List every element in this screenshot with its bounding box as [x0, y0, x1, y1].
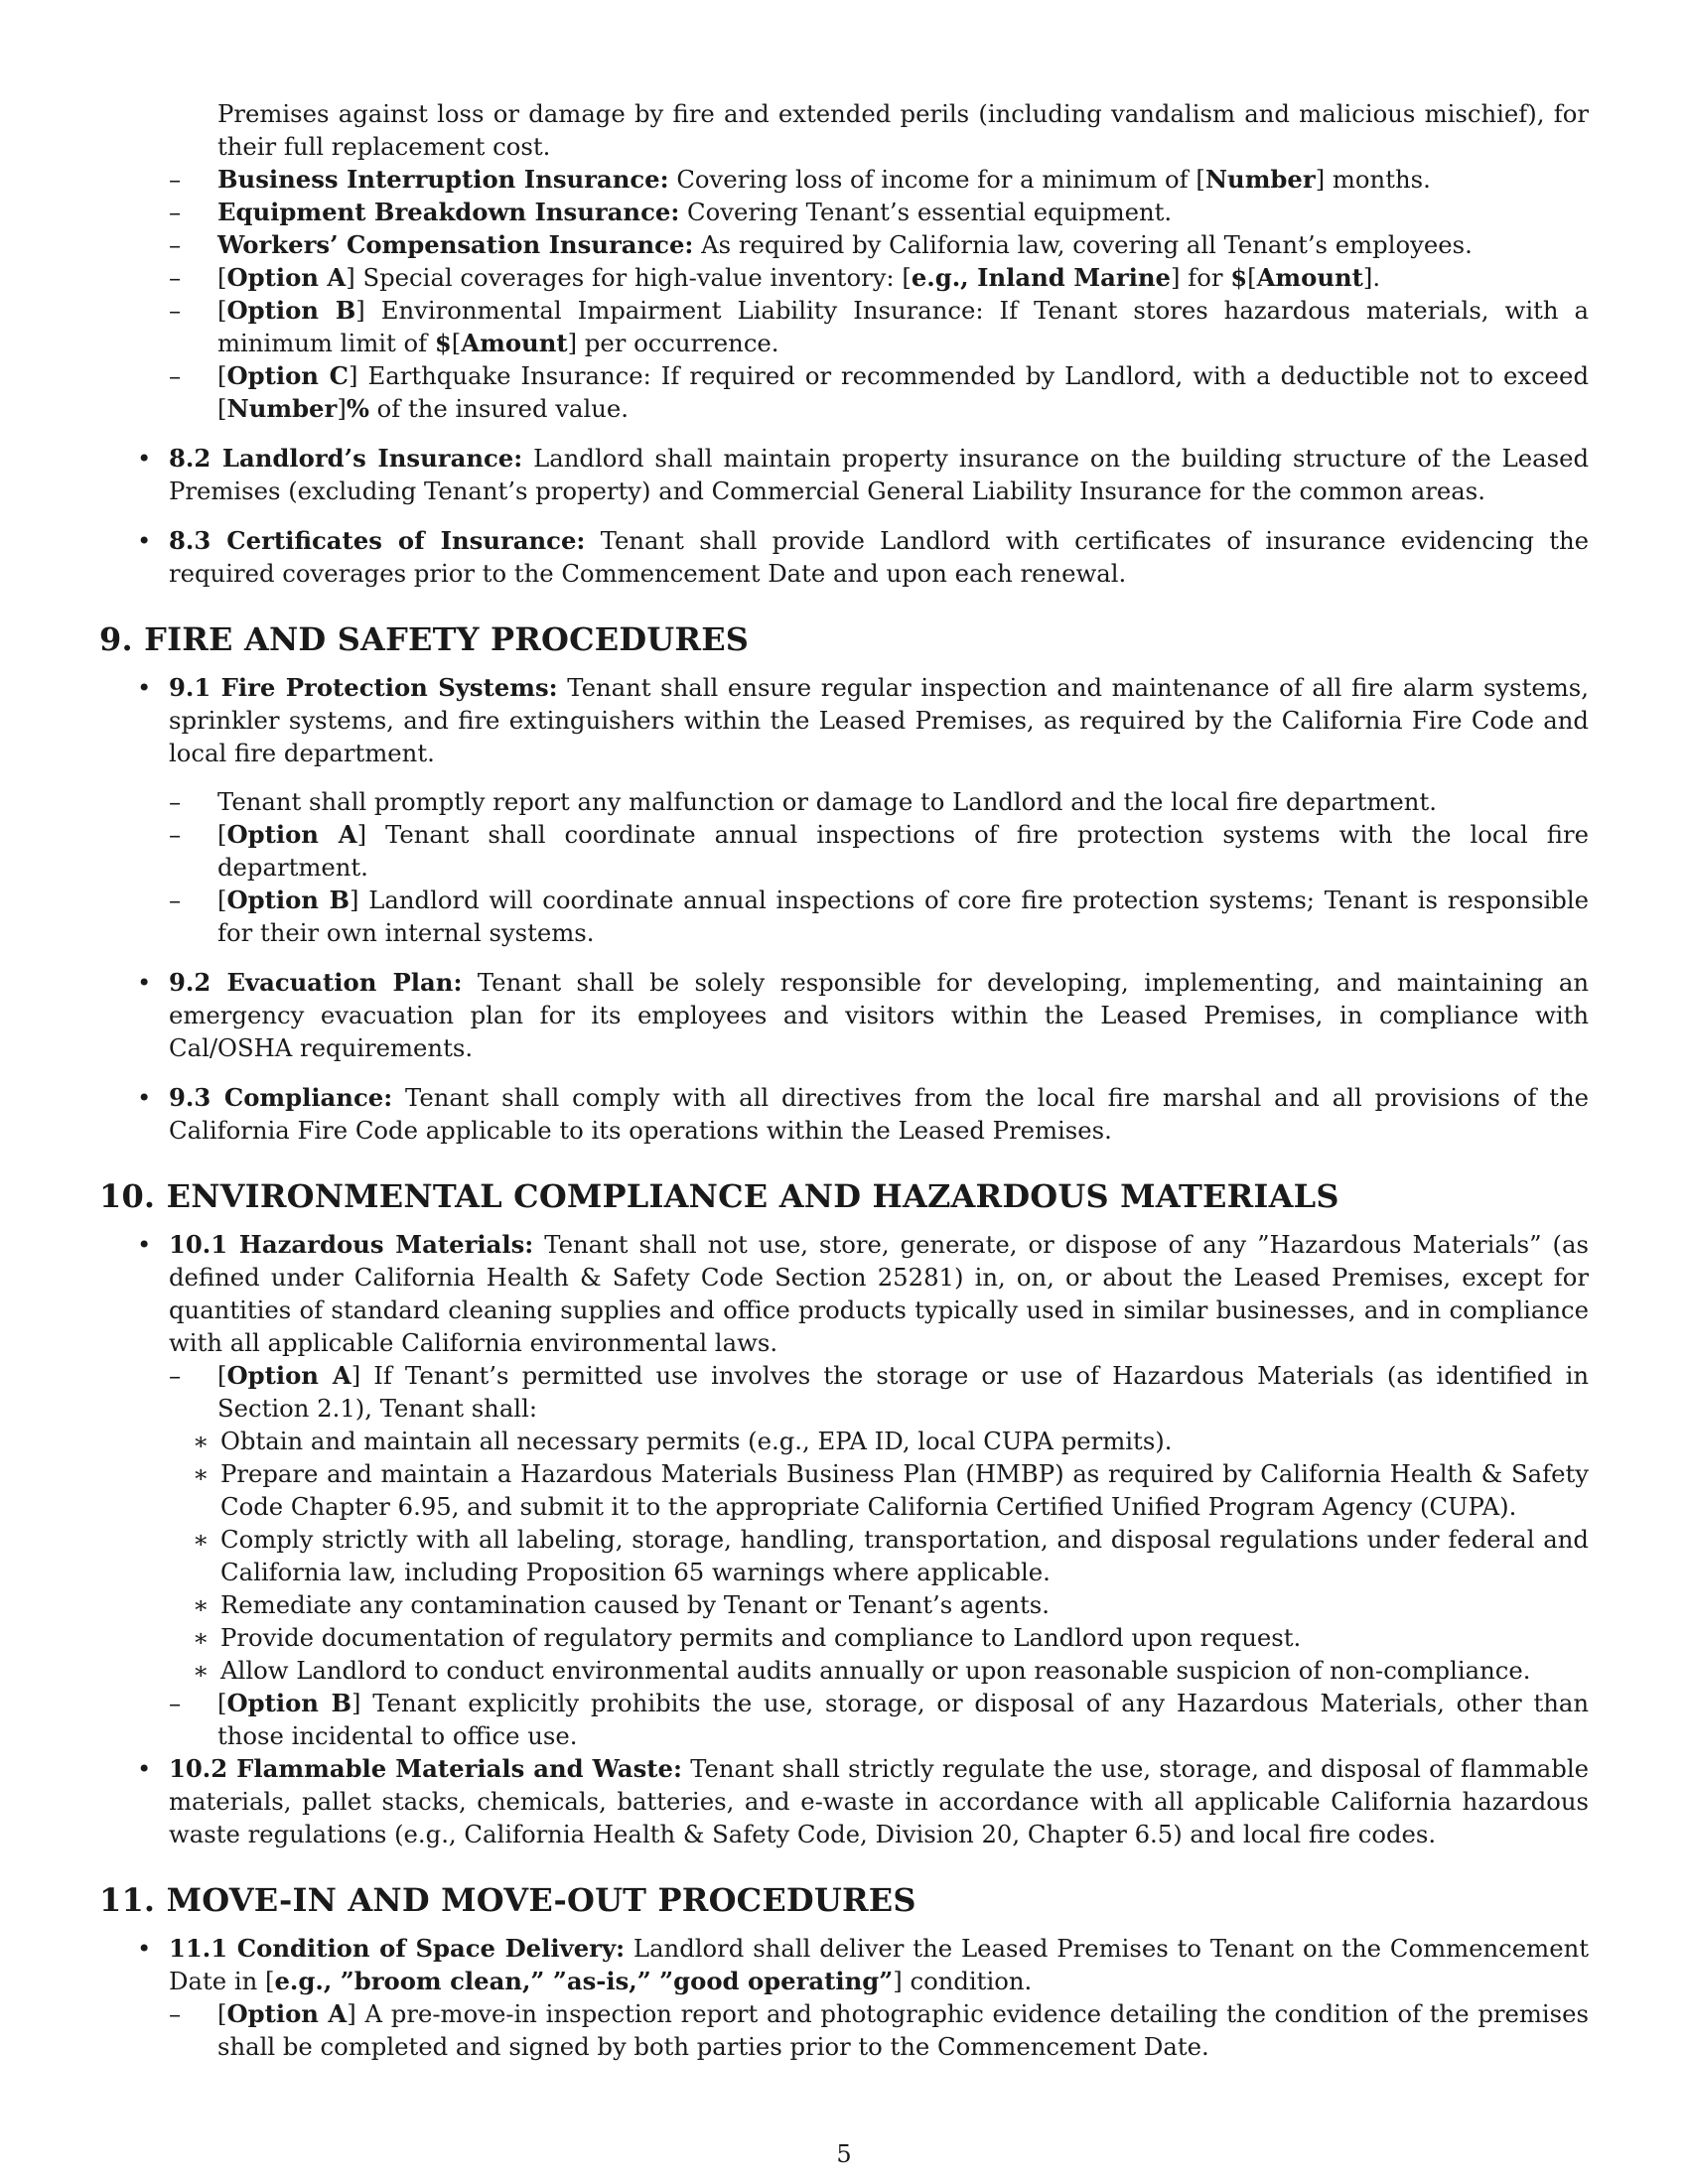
clause-11-1: • 11.1 Condition of Space Delivery: Landlord shall deliver the Leased Premises to Tenant on the Commencement Date in [e.g., ”broom clean,” ”as-is,” ”good operating”] condition. – [Option A] A pre-move-in inspection report and photographic evidence detailing the condition of the premises shall be completed and signed by both parties prior to the Commencement Date. [99, 1932, 1589, 2063]
section-8-list [99, 442, 1589, 590]
section-heading-10: 10. ENVIRONMENTAL COMPLIANCE AND HAZARDOUS MATERIALS [99, 1177, 1339, 1215]
list-item: – [Option C] Earthquake Insurance: If required or recommended by Landlord, with a deductible not to exceed [Number]% of the insured value. [169, 359, 1589, 425]
clause-9-1: • 9.1 Fire Protection Systems: Tenant shall ensure regular inspection and maintenance of all fire alarm systems, sprinkler systems, and fire extinguishers within the Leased Premises, as required by the California Fire Code and local fire department. – Tenant shall promptly report any malfunction or damage to Landlord and the local fire department. – [Option A] Tenant shall coordinate annual inspections of fire protection systems with the local fire department. – [Option B] Landlord will coordinate annual inspections of core fire protection systems; Tenant is responsible for their own internal systems. [99, 671, 1589, 949]
list-item: – Business Interruption Insurance: Covering loss of income for a minimum of [Number] months. [169, 163, 1589, 196]
insurance-sublist [169, 163, 1589, 425]
page-number: 5 [836, 2140, 852, 2168]
section-heading-9: 9. FIRE AND SAFETY PROCEDURES [99, 620, 750, 658]
clause-10-2: • 10.2 Flammable Materials and Waste: Tenant shall strictly regulate the use, storage, and disposal of flammable materials, pallet stacks, chemicals, batteries, and e-waste in accordance with all applicable California hazardous waste regulations (e.g., California Health & Safety Code, Division 20, Chapter 6.5) and local fire codes. [99, 1752, 1589, 1850]
list-item: ∗ Prepare and maintain a Hazardous Materials Business Plan (HMBP) as required by California Health & Safety Code Chapter 6.95, and submit it to the appropriate California Certified Unified Program Agency (CUPA). [169, 1457, 1589, 1523]
option-a-sublist [169, 1425, 1589, 1687]
section-heading-11: 11. MOVE-IN AND MOVE-OUT PROCEDURES [99, 1881, 916, 1919]
list-item: – Equipment Breakdown Insurance: Covering Tenant’s essential equipment. [169, 196, 1589, 228]
clause-9-1-sublist [169, 785, 1589, 949]
paragraph-continuation: Premises against loss or damage by fire and extended perils (including vandalism and malicious mischief), for their full replacement cost. [217, 99, 1589, 161]
list-item: ∗ Obtain and maintain all necessary permits (e.g., EPA ID, local CUPA permits). [169, 1425, 1589, 1457]
clause-9-3: • 9.3 Compliance: Tenant shall comply with all directives from the local fire marshal and all provisions of the California Fire Code applicable to its operations within the Leased Premises. [99, 1081, 1589, 1147]
clause-11-1-sublist [169, 1997, 1589, 2063]
list-item: – Workers’ Compensation Insurance: As required by California law, covering all Tenant’s employees. [169, 228, 1589, 261]
clause-10-1: • 10.1 Hazardous Materials: Tenant shall not use, store, generate, or dispose of any ”Hazardous Materials” (as defined under California Health & Safety Code Section 25281) in, on, or about the Leased Premises, except for quantities of standard cleaning supplies and office products typically used in similar businesses, and in compliance with all applicable California environmental laws. – [Option A] If Tenant’s permitted use involves the storage or use of Hazardous Materials (as identified in Section 2.1), Tenant shall: ∗ Obtain and maintain all necessary permits (e.g., EPA ID, local CUPA permits). ∗ Prepare and maintain a Hazardous Materials Business Plan (HMBP) as required by California Health & Safety Code Chapter 6.95, and submit it to the appropriate California Certified Unified Program Agency (CUPA). ∗ Comply strictly with all labeling, storage, handling, transportation, and disposal regulations under federal and California law, including Proposition 65 warnings where applicable. ∗ Remediate any contamination caused by Tenant or Tenant’s agents. ∗ Provide documentation of regulatory permits and compliance to Landlord upon request. ∗ Allow Landlord to conduct environmental audits annually or upon reasonable suspicion of non-compliance. – [Option B] Tenant explicitly prohibits the use, storage, or disposal of any Hazardous Materials, other than those incidental to office use. [99, 1228, 1589, 1752]
section-9-list [99, 671, 1589, 1147]
list-item: ∗ Comply strictly with all labeling, storage, handling, transportation, and disposal regulations under federal and California law, including Proposition 65 warnings where applicable. [169, 1523, 1589, 1588]
list-item: – [Option A] If Tenant’s permitted use involves the storage or use of Hazardous Materials (as identified in Section 2.1), Tenant shall: ∗ Obtain and maintain all necessary permits (e.g., EPA ID, local CUPA permits). ∗ Prepare and maintain a Hazardous Materials Business Plan (HMBP) as required by California Health & Safety Code Chapter 6.95, and submit it to the appropriate California Certified Unified Program Agency (CUPA). ∗ Comply strictly with all labeling, storage, handling, transportation, and disposal regulations under federal and California law, including Proposition 65 warnings where applicable. ∗ Remediate any contamination caused by Tenant or Tenant’s agents. ∗ Provide documentation of regulatory permits and compliance to Landlord upon request. ∗ Allow Landlord to conduct environmental audits annually or upon reasonable suspicion of non-compliance. [169, 1359, 1589, 1687]
list-item: ∗ Provide documentation of regulatory permits and compliance to Landlord upon request. [169, 1621, 1589, 1654]
list-item: – [Option A] Special coverages for high-value inventory: [e.g., Inland Marine] for $[Amount]. [169, 261, 1589, 294]
document-page [99, 97, 1589, 2063]
list-item: – [Option A] A pre-move-in inspection report and photographic evidence detailing the condition of the premises shall be completed and signed by both parties prior to the Commencement Date. [169, 1997, 1589, 2063]
list-item: – [Option B] Landlord will coordinate annual inspections of core fire protection systems; Tenant is responsible for their own internal systems. [169, 884, 1589, 949]
list-item: – [Option A] Tenant shall coordinate annual inspections of fire protection systems with the local fire department. [169, 818, 1589, 884]
list-item: – Tenant shall promptly report any malfunction or damage to Landlord and the local fire department. [169, 785, 1589, 818]
list-item: ∗ Remediate any contamination caused by Tenant or Tenant’s agents. [169, 1588, 1589, 1621]
list-item: – [Option B] Tenant explicitly prohibits the use, storage, or disposal of any Hazardous Materials, other than those incidental to office use. [169, 1687, 1589, 1752]
section-10-list [99, 1228, 1589, 1850]
clause-8-2: • 8.2 Landlord’s Insurance: Landlord shall maintain property insurance on the building structure of the Leased Premises (excluding Tenant’s property) and Commercial General Liability Insurance for the common areas. [99, 442, 1589, 507]
list-item: – [Option B] Environmental Impairment Liability Insurance: If Tenant stores hazardous materials, with a minimum limit of $[Amount] per occurrence. [169, 294, 1589, 359]
clause-9-2: • 9.2 Evacuation Plan: Tenant shall be solely responsible for developing, implementing, and maintaining an emergency evacuation plan for its employees and visitors within the Leased Premises, in compliance with Cal/OSHA requirements. [99, 966, 1589, 1064]
clause-10-1-sublist [169, 1359, 1589, 1752]
clause-8-3: • 8.3 Certificates of Insurance: Tenant shall provide Landlord with certificates of insurance evidencing the required coverages prior to the Commencement Date and upon each renewal. [99, 524, 1589, 590]
list-item: ∗ Allow Landlord to conduct environmental audits annually or upon reasonable suspicion of non-compliance. [169, 1654, 1589, 1687]
section-11-list [99, 1932, 1589, 2063]
